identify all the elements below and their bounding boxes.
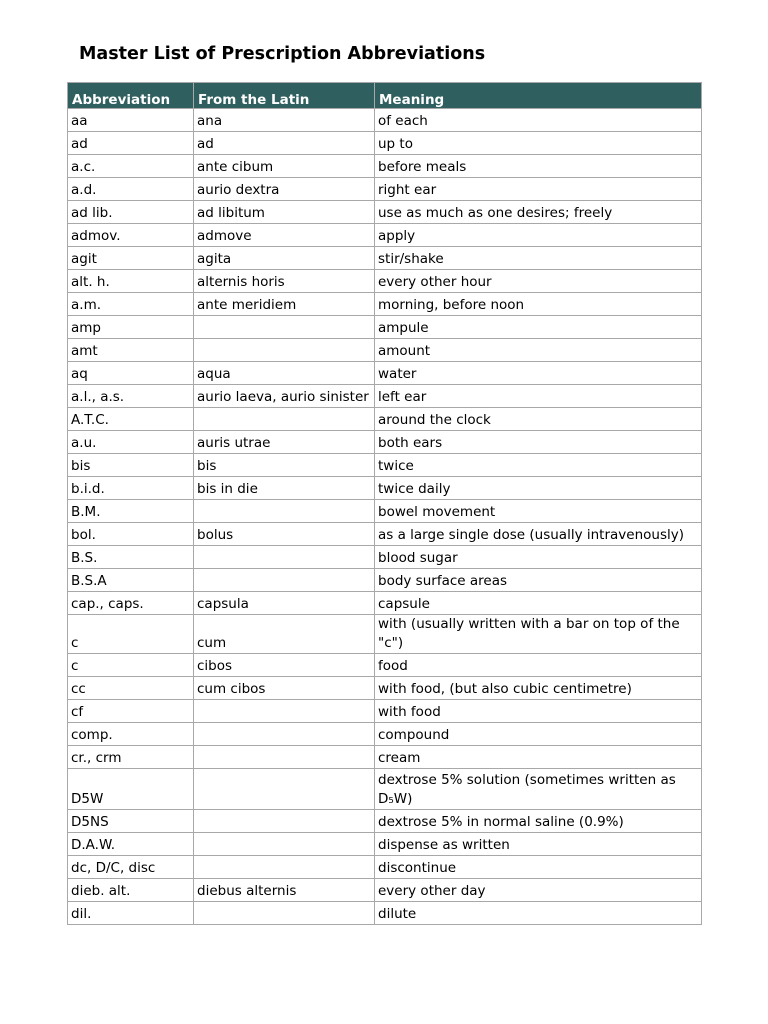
meaning-cell: twice [375, 454, 702, 477]
abbreviation-cell: D5W [68, 769, 194, 810]
table-row [68, 879, 702, 902]
meaning-cell: dispense as written [375, 833, 702, 856]
latin-cell [194, 700, 375, 723]
latin-cell: capsula [194, 592, 375, 615]
table-row [68, 454, 702, 477]
meaning-cell: bowel movement [375, 500, 702, 523]
latin-cell [194, 723, 375, 746]
latin-cell: auris utrae [194, 431, 375, 454]
abbreviation-cell: alt. h. [68, 270, 194, 293]
abbreviation-cell: cap., caps. [68, 592, 194, 615]
meaning-cell: dextrose 5% in normal saline (0.9%) [375, 810, 702, 833]
table-row [68, 592, 702, 615]
abbreviation-cell: D.A.W. [68, 833, 194, 856]
abbreviation-cell: B.M. [68, 500, 194, 523]
table-row [68, 746, 702, 769]
latin-cell: bis [194, 454, 375, 477]
column-header-latin: From the Latin [194, 83, 375, 109]
meaning-cell: compound [375, 723, 702, 746]
abbreviation-cell: b.i.d. [68, 477, 194, 500]
latin-cell [194, 746, 375, 769]
abbreviation-cell: comp. [68, 723, 194, 746]
table-body [68, 109, 702, 925]
meaning-cell: apply [375, 224, 702, 247]
abbreviation-cell: ad lib. [68, 201, 194, 224]
abbreviation-cell: bol. [68, 523, 194, 546]
table-row [68, 431, 702, 454]
latin-cell: alternis horis [194, 270, 375, 293]
abbreviation-cell: cf [68, 700, 194, 723]
latin-cell [194, 408, 375, 431]
table-row [68, 477, 702, 500]
abbreviation-cell: aq [68, 362, 194, 385]
meaning-cell: stir/shake [375, 247, 702, 270]
abbreviation-cell: dieb. alt. [68, 879, 194, 902]
latin-cell [194, 500, 375, 523]
meaning-cell: discontinue [375, 856, 702, 879]
latin-cell: aurio laeva, aurio sinister [194, 385, 375, 408]
abbreviation-cell: cr., crm [68, 746, 194, 769]
page-title: Master List of Prescription Abbreviations [79, 44, 486, 64]
table-header-row [68, 83, 702, 109]
abbreviation-cell: aa [68, 109, 194, 132]
latin-cell: ana [194, 109, 375, 132]
meaning-cell: both ears [375, 431, 702, 454]
abbreviation-cell: a.c. [68, 155, 194, 178]
table-row [68, 224, 702, 247]
abbreviation-cell: cc [68, 677, 194, 700]
latin-cell: cibos [194, 654, 375, 677]
table-row [68, 569, 702, 592]
column-header-meaning: Meaning [375, 83, 702, 109]
table-row [68, 408, 702, 431]
table-row [68, 810, 702, 833]
latin-cell: bis in die [194, 477, 375, 500]
abbreviation-cell: a.u. [68, 431, 194, 454]
latin-cell [194, 833, 375, 856]
table-row [68, 615, 702, 654]
abbreviation-cell: dil. [68, 902, 194, 925]
latin-cell: ante meridiem [194, 293, 375, 316]
table-row [68, 500, 702, 523]
table-row [68, 654, 702, 677]
latin-cell [194, 569, 375, 592]
latin-cell: agita [194, 247, 375, 270]
latin-cell: admove [194, 224, 375, 247]
abbreviation-cell: admov. [68, 224, 194, 247]
table-row [68, 201, 702, 224]
meaning-cell: dilute [375, 902, 702, 925]
abbreviation-cell: B.S.A [68, 569, 194, 592]
latin-cell [194, 902, 375, 925]
meaning-cell: around the clock [375, 408, 702, 431]
table-row [68, 385, 702, 408]
abbreviation-cell: c [68, 654, 194, 677]
meaning-cell: food [375, 654, 702, 677]
meaning-cell: with food, (but also cubic centimetre) [375, 677, 702, 700]
table-row [68, 362, 702, 385]
table-row [68, 677, 702, 700]
latin-cell: aqua [194, 362, 375, 385]
meaning-cell: right ear [375, 178, 702, 201]
table-row [68, 247, 702, 270]
meaning-cell: twice daily [375, 477, 702, 500]
meaning-cell: blood sugar [375, 546, 702, 569]
abbreviation-cell: c [68, 615, 194, 654]
meaning-cell: every other hour [375, 270, 702, 293]
table-row [68, 902, 702, 925]
meaning-cell: water [375, 362, 702, 385]
abbreviation-cell: bis [68, 454, 194, 477]
meaning-cell: left ear [375, 385, 702, 408]
meaning-cell: every other day [375, 879, 702, 902]
meaning-cell: capsule [375, 592, 702, 615]
abbreviation-cell: ad [68, 132, 194, 155]
abbreviation-cell: amp [68, 316, 194, 339]
table-row [68, 293, 702, 316]
abbreviation-cell: a.m. [68, 293, 194, 316]
abbreviation-cell: a.d. [68, 178, 194, 201]
latin-cell [194, 856, 375, 879]
table-row [68, 109, 702, 132]
meaning-cell: use as much as one desires; freely [375, 201, 702, 224]
meaning-cell: amount [375, 339, 702, 362]
latin-cell: ante cibum [194, 155, 375, 178]
meaning-cell: cream [375, 746, 702, 769]
latin-cell: cum cibos [194, 677, 375, 700]
table-row [68, 833, 702, 856]
latin-cell: aurio dextra [194, 178, 375, 201]
abbreviation-cell: A.T.C. [68, 408, 194, 431]
meaning-cell: before meals [375, 155, 702, 178]
meaning-cell: morning, before noon [375, 293, 702, 316]
latin-cell: cum [194, 615, 375, 654]
latin-cell: diebus alternis [194, 879, 375, 902]
latin-cell [194, 769, 375, 810]
column-header-abbreviation: Abbreviation [68, 83, 194, 109]
latin-cell: ad [194, 132, 375, 155]
table-row [68, 856, 702, 879]
meaning-cell: with food [375, 700, 702, 723]
table-row [68, 178, 702, 201]
table-row [68, 700, 702, 723]
latin-cell [194, 316, 375, 339]
meaning-cell: with (usually written with a bar on top of the "c") [375, 615, 702, 654]
latin-cell: bolus [194, 523, 375, 546]
table-row [68, 523, 702, 546]
table-row [68, 769, 702, 810]
meaning-cell: body surface areas [375, 569, 702, 592]
meaning-cell: ampule [375, 316, 702, 339]
meaning-cell: as a large single dose (usually intravenously) [375, 523, 702, 546]
abbreviation-cell: dc, D/C, disc [68, 856, 194, 879]
table-row [68, 132, 702, 155]
abbreviation-cell: B.S. [68, 546, 194, 569]
latin-cell: ad libitum [194, 201, 375, 224]
table-row [68, 546, 702, 569]
table-row [68, 316, 702, 339]
table-row [68, 270, 702, 293]
latin-cell [194, 810, 375, 833]
table-row [68, 155, 702, 178]
table-row [68, 339, 702, 362]
abbreviations-table [67, 82, 702, 925]
meaning-cell: dextrose 5% solution (sometimes written as D₅W) [375, 769, 702, 810]
abbreviation-cell: agit [68, 247, 194, 270]
meaning-cell: up to [375, 132, 702, 155]
abbreviation-cell: a.l., a.s. [68, 385, 194, 408]
meaning-cell: of each [375, 109, 702, 132]
latin-cell [194, 339, 375, 362]
latin-cell [194, 546, 375, 569]
abbreviation-cell: D5NS [68, 810, 194, 833]
table-row [68, 723, 702, 746]
abbreviation-cell: amt [68, 339, 194, 362]
